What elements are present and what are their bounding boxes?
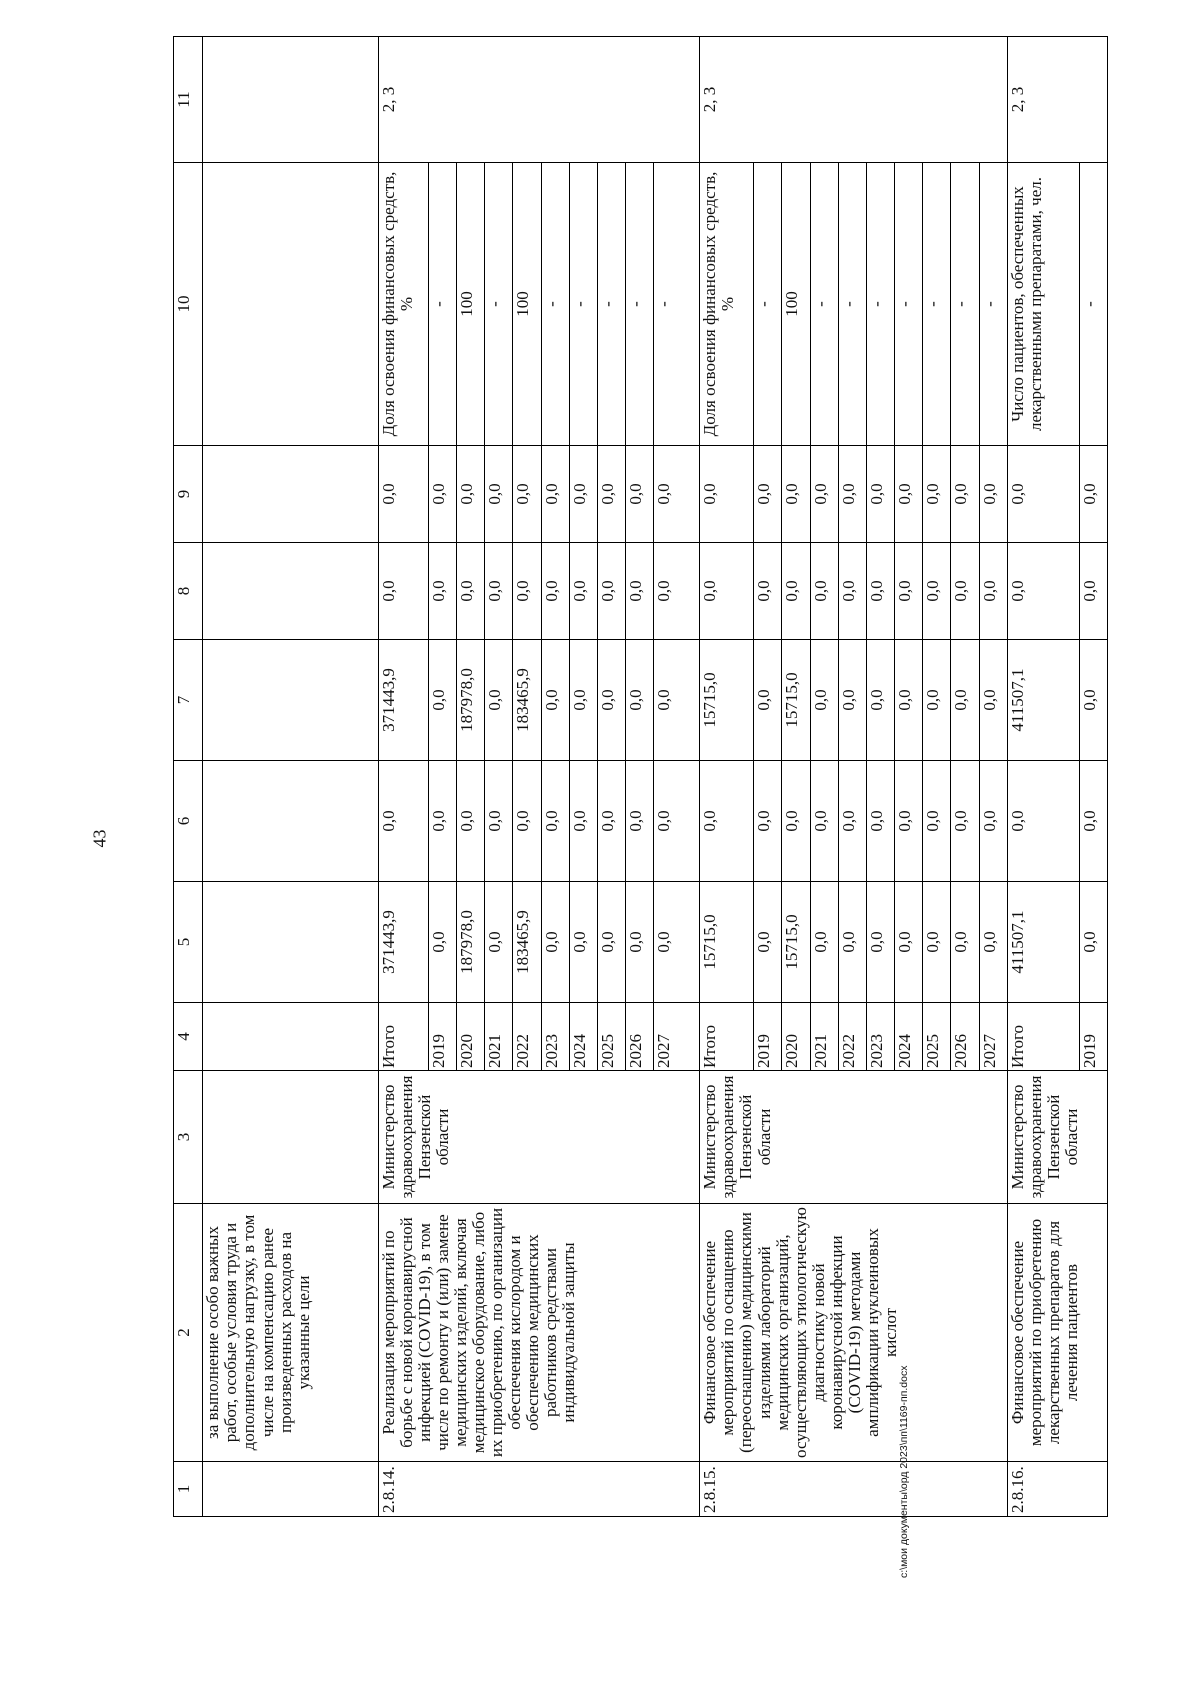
value-cell: 0,0 [951, 446, 979, 543]
year-cell: 2022 [513, 1003, 541, 1071]
value-cell: 0,0 [598, 543, 626, 640]
value-cell: 0,0 [782, 446, 810, 543]
indicator-value-cell: 100 [457, 163, 485, 446]
value-cell: 0,0 [923, 640, 951, 761]
value-cell: 0,0 [485, 640, 513, 761]
value-cell: 0,0 [569, 761, 597, 882]
value-cell: 0,0 [754, 882, 782, 1003]
value-cell: 0,0 [782, 543, 810, 640]
value-cell: 0,0 [923, 446, 951, 543]
year-cell: Итого [378, 1003, 428, 1071]
value-cell: 0,0 [378, 761, 428, 882]
value-cell: 0,0 [866, 446, 894, 543]
activity-name-cell: Реализация мероприятий по борьбе с новой коронавирусной инфекцией (COVID-19), в том числе по ремонту и (или) замене медицинских изделий, включая медицинское оборудование, либо их приобретению, по организации обеспечения кислородом и обеспечению медицинских работников средствами индивидуальной защиты [378, 1204, 699, 1462]
value-cell: 0,0 [654, 446, 700, 543]
indicator-name-cell: Доля освоения финансовых средств, % [378, 163, 428, 446]
value-cell: 0,0 [866, 640, 894, 761]
value-cell: 0,0 [1079, 640, 1107, 761]
continuation-row [203, 37, 379, 1517]
year-cell: 2020 [457, 1003, 485, 1071]
value-cell: 183465,9 [513, 882, 541, 1003]
value-cell: 0,0 [378, 543, 428, 640]
value-cell: 0,0 [923, 882, 951, 1003]
value-cell: 0,0 [428, 446, 456, 543]
reference-cell: 2, 3 [700, 37, 1007, 163]
reference-cell: 2, 3 [1007, 37, 1107, 163]
empty-cell [203, 1003, 379, 1071]
value-cell: 0,0 [951, 640, 979, 761]
value-cell: 187978,0 [457, 640, 485, 761]
value-cell: 0,0 [754, 543, 782, 640]
value-cell: 0,0 [598, 640, 626, 761]
value-cell: 0,0 [654, 543, 700, 640]
table-area [173, 37, 1108, 1517]
empty-cell [203, 1071, 379, 1204]
indicator-value-cell: - [895, 163, 923, 446]
indicator-value-cell: - [569, 163, 597, 446]
value-cell: 0,0 [457, 761, 485, 882]
column-number-cell: 3 [174, 1071, 203, 1204]
value-cell: 0,0 [626, 640, 654, 761]
value-cell: 411507,1 [1007, 640, 1079, 761]
year-cell: 2026 [626, 1003, 654, 1071]
value-cell: 0,0 [428, 543, 456, 640]
value-cell: 15715,0 [700, 640, 754, 761]
column-number-cell: 10 [174, 163, 203, 446]
value-cell: 411507,1 [1007, 882, 1079, 1003]
indicator-value-cell: - [923, 163, 951, 446]
value-cell: 183465,9 [513, 640, 541, 761]
value-cell: 0,0 [810, 543, 838, 640]
value-cell: 0,0 [485, 446, 513, 543]
value-cell: 0,0 [428, 761, 456, 882]
value-cell: 0,0 [838, 882, 866, 1003]
value-cell: 0,0 [485, 882, 513, 1003]
reference-cell: 2, 3 [378, 37, 699, 163]
value-cell: 0,0 [951, 882, 979, 1003]
value-cell: 0,0 [700, 446, 754, 543]
value-cell: 0,0 [485, 761, 513, 882]
table-body [174, 37, 1108, 1517]
value-cell: 187978,0 [457, 882, 485, 1003]
value-cell: 0,0 [541, 882, 569, 1003]
year-cell: 2023 [541, 1003, 569, 1071]
value-cell: 0,0 [838, 446, 866, 543]
activity-number-cell: 2.8.15. [700, 1462, 1007, 1517]
empty-cell [203, 640, 379, 761]
column-number-cell: 9 [174, 446, 203, 543]
value-cell: 15715,0 [782, 882, 810, 1003]
value-cell: 0,0 [782, 761, 810, 882]
indicator-value-cell: - [485, 163, 513, 446]
value-cell: 0,0 [513, 543, 541, 640]
value-cell: 0,0 [541, 761, 569, 882]
indicator-name-cell: Число пациентов, обеспеченных лекарственными препаратами, чел. [1007, 163, 1079, 446]
value-cell: 0,0 [810, 640, 838, 761]
program-activities-table [173, 36, 1108, 1517]
value-cell: 0,0 [895, 882, 923, 1003]
activity-name-cell: Финансовое обеспечение мероприятий по оснащению (переоснащению) медицинскими изделиями лабораторий медицинских организаций, осуществляющих этиологическую диагностику новой коронавирусной инфекции (COVID-19) методами амплификации нуклеиновых кислот [700, 1204, 1007, 1462]
value-cell: 0,0 [895, 761, 923, 882]
value-cell: 0,0 [951, 543, 979, 640]
indicator-value-cell: - [626, 163, 654, 446]
value-cell: 0,0 [598, 882, 626, 1003]
value-cell: 0,0 [569, 640, 597, 761]
value-cell: 0,0 [979, 882, 1007, 1003]
value-cell: 0,0 [979, 543, 1007, 640]
responsible-org-cell: Министерство здравоохранения Пензенской области [378, 1071, 699, 1204]
value-cell: 371443,9 [378, 882, 428, 1003]
value-cell: 0,0 [923, 543, 951, 640]
year-cell: 2025 [598, 1003, 626, 1071]
value-cell: 0,0 [626, 882, 654, 1003]
column-number-cell: 11 [174, 37, 203, 163]
header-row [174, 37, 203, 1517]
footer-file-path: c:\мои документы\орд 2023\пп\1169-пп.docx [898, 1365, 910, 1578]
value-cell: 0,0 [654, 882, 700, 1003]
value-cell: 0,0 [866, 761, 894, 882]
empty-cell [203, 882, 379, 1003]
year-cell: 2026 [951, 1003, 979, 1071]
year-cell: 2019 [428, 1003, 456, 1071]
year-cell: 2023 [866, 1003, 894, 1071]
indicator-value-cell: - [810, 163, 838, 446]
indicator-value-cell: - [541, 163, 569, 446]
empty-cell [203, 543, 379, 640]
value-cell: 0,0 [1079, 882, 1107, 1003]
value-cell: 0,0 [838, 761, 866, 882]
value-cell: 0,0 [754, 446, 782, 543]
value-cell: 0,0 [569, 543, 597, 640]
year-cell: Итого [700, 1003, 754, 1071]
year-cell: 2019 [754, 1003, 782, 1071]
year-cell: 2027 [654, 1003, 700, 1071]
value-cell: 0,0 [1007, 761, 1079, 882]
year-cell: 2024 [569, 1003, 597, 1071]
year-cell: 2027 [979, 1003, 1007, 1071]
indicator-value-cell: - [866, 163, 894, 446]
indicator-value-cell: - [654, 163, 700, 446]
value-cell: 0,0 [513, 446, 541, 543]
year-cell: 2025 [923, 1003, 951, 1071]
value-cell: 0,0 [700, 543, 754, 640]
value-cell: 0,0 [626, 543, 654, 640]
value-cell: 0,0 [754, 640, 782, 761]
value-cell: 0,0 [895, 640, 923, 761]
value-cell: 0,0 [378, 446, 428, 543]
year-cell: 2024 [895, 1003, 923, 1071]
indicator-value-cell: - [1079, 163, 1107, 446]
value-cell: 0,0 [895, 446, 923, 543]
value-cell: 0,0 [979, 761, 1007, 882]
value-cell: 0,0 [457, 543, 485, 640]
table-row [378, 37, 428, 1517]
value-cell: 0,0 [951, 761, 979, 882]
empty-cell [203, 761, 379, 882]
value-cell: 0,0 [1079, 761, 1107, 882]
value-cell: 0,0 [541, 543, 569, 640]
empty-cell [203, 1462, 379, 1517]
value-cell: 0,0 [428, 640, 456, 761]
table-row [1007, 37, 1079, 1517]
empty-cell [203, 446, 379, 543]
year-cell: 2022 [838, 1003, 866, 1071]
value-cell: 0,0 [895, 543, 923, 640]
responsible-org-cell: Министерство здравоохранения Пензенской области [700, 1071, 1007, 1204]
value-cell: 0,0 [513, 761, 541, 882]
column-number-cell: 1 [174, 1462, 203, 1517]
value-cell: 0,0 [457, 446, 485, 543]
value-cell: 0,0 [428, 882, 456, 1003]
value-cell: 0,0 [598, 446, 626, 543]
empty-cell [203, 163, 379, 446]
value-cell: 0,0 [569, 882, 597, 1003]
value-cell: 0,0 [810, 761, 838, 882]
activity-name-cell: за выполнение особо важных работ, особые условия труда и дополнительную нагрузку, в том числе на компенсацию ранее произведенных расходов на указанные цели [203, 1204, 379, 1462]
value-cell: 0,0 [654, 761, 700, 882]
empty-cell [203, 37, 379, 163]
indicator-name-cell: Доля освоения финансовых средств, % [700, 163, 754, 446]
indicator-value-cell: - [838, 163, 866, 446]
value-cell: 0,0 [1079, 446, 1107, 543]
value-cell: 0,0 [1007, 543, 1079, 640]
value-cell: 0,0 [838, 640, 866, 761]
column-number-cell: 7 [174, 640, 203, 761]
value-cell: 0,0 [866, 543, 894, 640]
year-cell: 2019 [1079, 1003, 1107, 1071]
indicator-value-cell: 100 [782, 163, 810, 446]
year-cell: 2020 [782, 1003, 810, 1071]
value-cell: 0,0 [979, 640, 1007, 761]
value-cell: 0,0 [541, 640, 569, 761]
year-cell: Итого [1007, 1003, 1079, 1071]
value-cell: 0,0 [810, 446, 838, 543]
value-cell: 0,0 [569, 446, 597, 543]
value-cell: 0,0 [1079, 543, 1107, 640]
value-cell: 0,0 [1007, 446, 1079, 543]
value-cell: 0,0 [541, 446, 569, 543]
column-number-cell: 5 [174, 882, 203, 1003]
value-cell: 0,0 [810, 882, 838, 1003]
column-number-cell: 2 [174, 1204, 203, 1462]
column-number-cell: 6 [174, 761, 203, 882]
indicator-value-cell: 100 [513, 163, 541, 446]
indicator-value-cell: - [598, 163, 626, 446]
page-number: 43 [89, 829, 110, 848]
value-cell: 0,0 [654, 640, 700, 761]
value-cell: 0,0 [979, 446, 1007, 543]
value-cell: 0,0 [700, 761, 754, 882]
value-cell: 0,0 [866, 882, 894, 1003]
activity-name-cell: Финансовое обеспечение мероприятий по приобретению лекарственных препаратов для лечения пациентов [1007, 1204, 1107, 1462]
indicator-value-cell: - [979, 163, 1007, 446]
value-cell: 371443,9 [378, 640, 428, 761]
value-cell: 0,0 [838, 543, 866, 640]
indicator-value-cell: - [754, 163, 782, 446]
indicator-value-cell: - [951, 163, 979, 446]
table-row [700, 37, 754, 1517]
year-cell: 2021 [810, 1003, 838, 1071]
value-cell: 0,0 [923, 761, 951, 882]
value-cell: 0,0 [626, 446, 654, 543]
column-number-cell: 8 [174, 543, 203, 640]
value-cell: 0,0 [485, 543, 513, 640]
activity-number-cell: 2.8.14. [378, 1462, 699, 1517]
year-cell: 2021 [485, 1003, 513, 1071]
value-cell: 0,0 [626, 761, 654, 882]
value-cell: 15715,0 [782, 640, 810, 761]
value-cell: 15715,0 [700, 882, 754, 1003]
indicator-value-cell: - [428, 163, 456, 446]
column-number-cell: 4 [174, 1003, 203, 1071]
value-cell: 0,0 [754, 761, 782, 882]
activity-number-cell: 2.8.16. [1007, 1462, 1107, 1517]
rotated-landscape-table [173, 37, 1108, 1517]
responsible-org-cell: Министерство здравоохранения Пензенской области [1007, 1071, 1107, 1204]
value-cell: 0,0 [598, 761, 626, 882]
